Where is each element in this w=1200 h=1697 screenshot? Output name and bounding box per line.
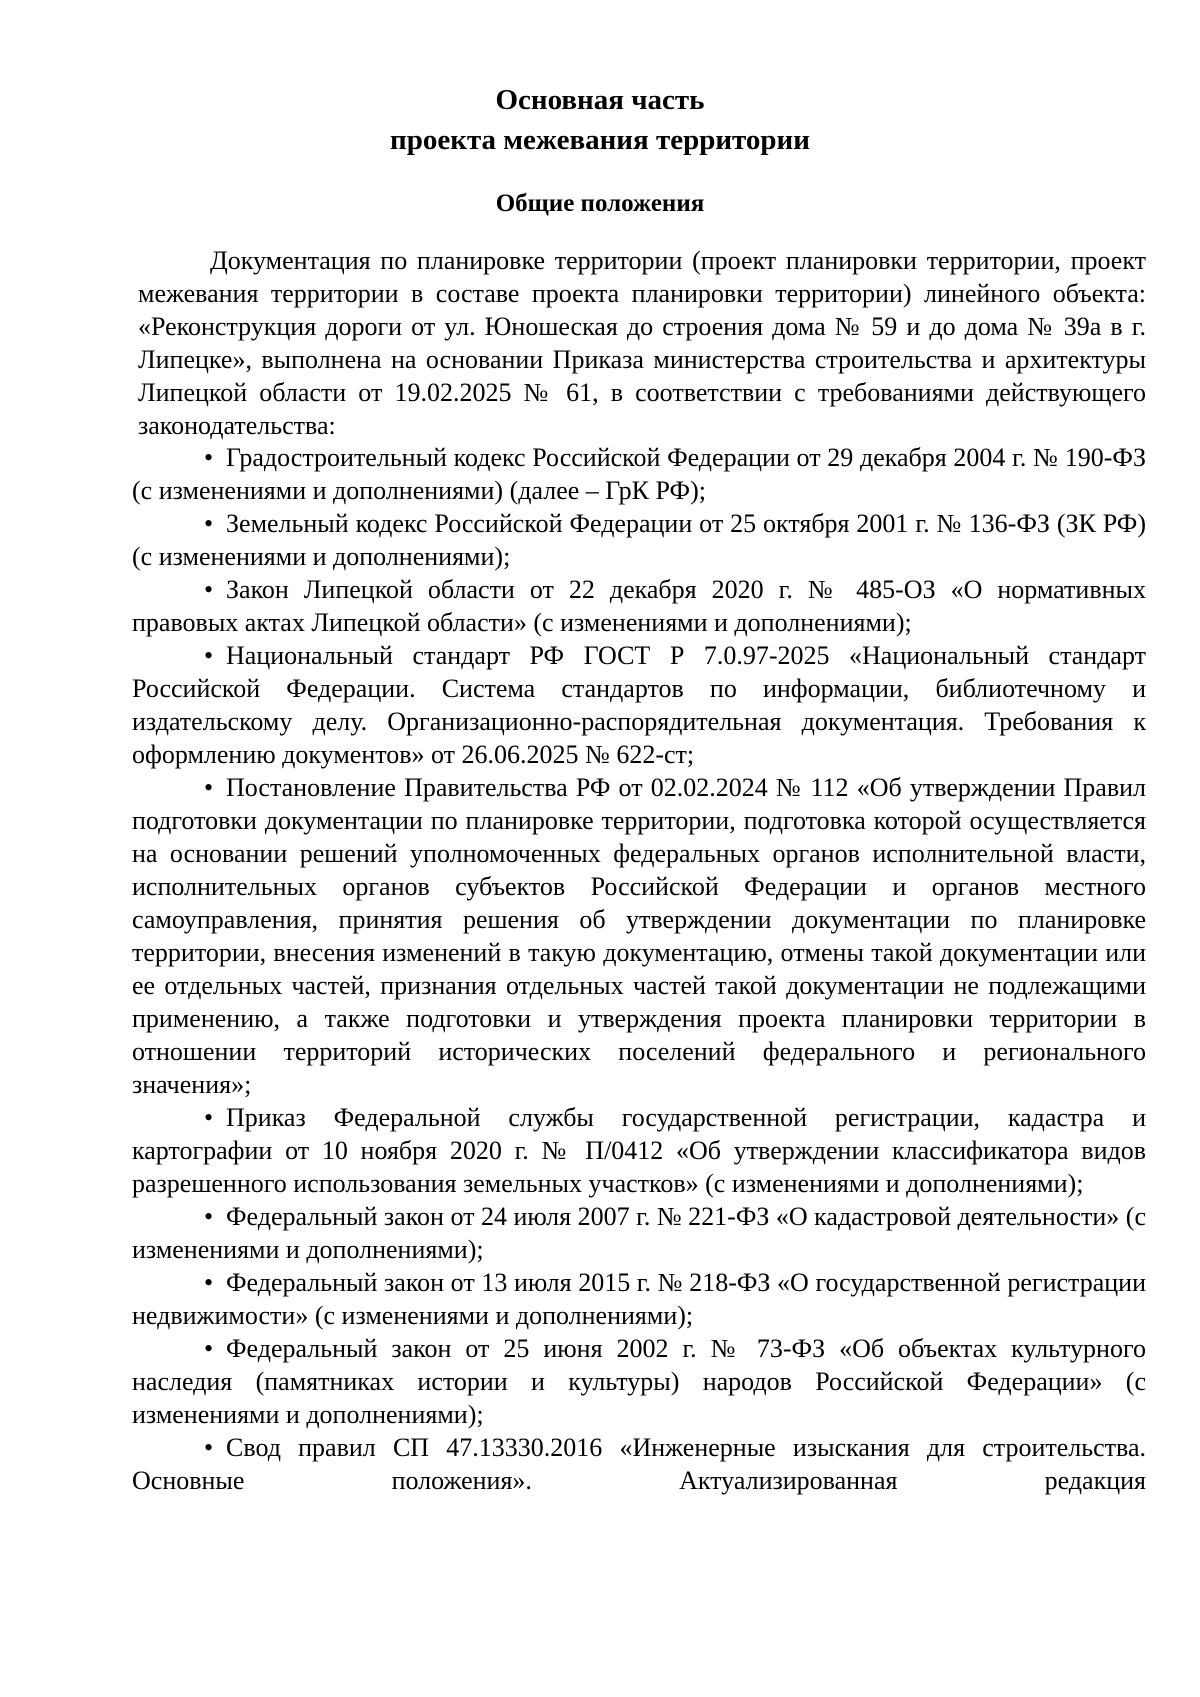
bullet-icon: • <box>204 1103 214 1132</box>
bullet-icon: • <box>204 1268 214 1297</box>
document-title-line-1: Основная часть <box>495 84 705 116</box>
bullet-icon: • <box>204 1433 214 1462</box>
list-item-text: Градостроительный кодекс Российской Федерации от 29 декабря 2004 г. № 190-ФЗ (с изменениями и дополнениями) (далее – ГрК РФ); <box>132 443 1146 505</box>
list-item-text: Федеральный закон от 25 июня 2002 г. № 73-ФЗ «Об объектах культурного наследия (памятниках истории и культуры) народов Российской Федерации» (с изменениями и дополнениями); <box>132 1334 1146 1429</box>
list-item-text: Национальный стандарт РФ ГОСТ Р 7.0.97-2025 «Национальный стандарт Российской Федерации. Система стандартов по информации, библиотечному и издательскому делу. Организационно-распорядительная документация. Требования к оформлению документов» от 26.06.2025 № 622-ст; <box>132 641 1146 769</box>
bullet-icon: • <box>204 509 214 538</box>
list-item <box>132 1266 1146 1332</box>
list-item <box>132 441 1146 507</box>
list-item <box>132 507 1146 573</box>
document-title-line-2: проекта межевания территории <box>390 124 810 156</box>
bullet-icon: • <box>204 443 214 472</box>
list-item-text: Закон Липецкой области от 22 декабря 2020 г. № 485-ОЗ «О нормативных правовых актах Липецкой области» (с изменениями и дополнениями); <box>132 575 1146 637</box>
list-item <box>132 1332 1146 1431</box>
legislation-list <box>132 441 1146 1497</box>
list-item-text: Земельный кодекс Российской Федерации от 25 октября 2001 г. № 136-ФЗ (ЗК РФ) (с изменениями и дополнениями); <box>132 509 1146 571</box>
list-item <box>132 1200 1146 1266</box>
bullet-icon: • <box>204 773 214 802</box>
list-item <box>132 639 1146 771</box>
list-item-text: Федеральный закон от 13 июля 2015 г. № 218-ФЗ «О государственной регистрации недвижимости» (с изменениями и дополнениями); <box>132 1268 1146 1330</box>
bullet-icon: • <box>204 575 214 604</box>
bullet-icon: • <box>204 1202 214 1231</box>
list-item <box>132 573 1146 639</box>
bullet-icon: • <box>204 1334 214 1363</box>
list-item-text: Приказ Федеральной службы государственной регистрации, кадастра и картографии от 10 ноября 2020 г. № П/0412 «Об утверждении классификатора видов разрешенного использования земельных участков» (с изменениями и дополнениями); <box>132 1103 1146 1198</box>
section-heading: Общие положения <box>495 190 705 217</box>
list-item-text: Федеральный закон от 24 июля 2007 г. № 221-ФЗ «О кадастровой деятельности» (с изменениями и дополнениями); <box>132 1202 1146 1264</box>
list-item-text: Свод правил СП 47.13330.2016 «Инженерные изыскания для строительства. Основные положения». Актуализированная редакция <box>132 1433 1146 1495</box>
list-item-text: Постановление Правительства РФ от 02.02.2024 № 112 «Об утверждении Правил подготовки документации по планировке территории, подготовка которой осуществляется на основании решений уполномоченных федеральных органов исполнительной власти, исполнительных органов субъектов Российской Федерации и органов местного самоуправления, принятия решения об утверждении документации по планировке территории, внесения изменений в такую документацию, отмены такой документации или ее отдельных частей, признания отдельных частей такой документации не подлежащими применению, а также подготовки и утверждения проекта планировки территории в отношении территорий исторических поселений федерального и регионального значения»; <box>132 773 1146 1099</box>
list-item <box>132 1431 1146 1497</box>
list-item <box>132 1101 1146 1200</box>
list-item <box>132 771 1146 1101</box>
intro-paragraph: Документация по планировке территории (проект планировки территории, проект межевания территории в составе проекта планировки территории) линейного объекта: «Реконструкция дороги от ул. Юношеская до строения дома № 59 и до дома № 39а в г. Липецке», выполнена на основании Приказа министерства строительства и архитектуры Липецкой области от 19.02.2025 № 61, в соответствии с требованиями действующего законодательства: <box>138 246 1146 440</box>
bullet-icon: • <box>204 641 214 670</box>
